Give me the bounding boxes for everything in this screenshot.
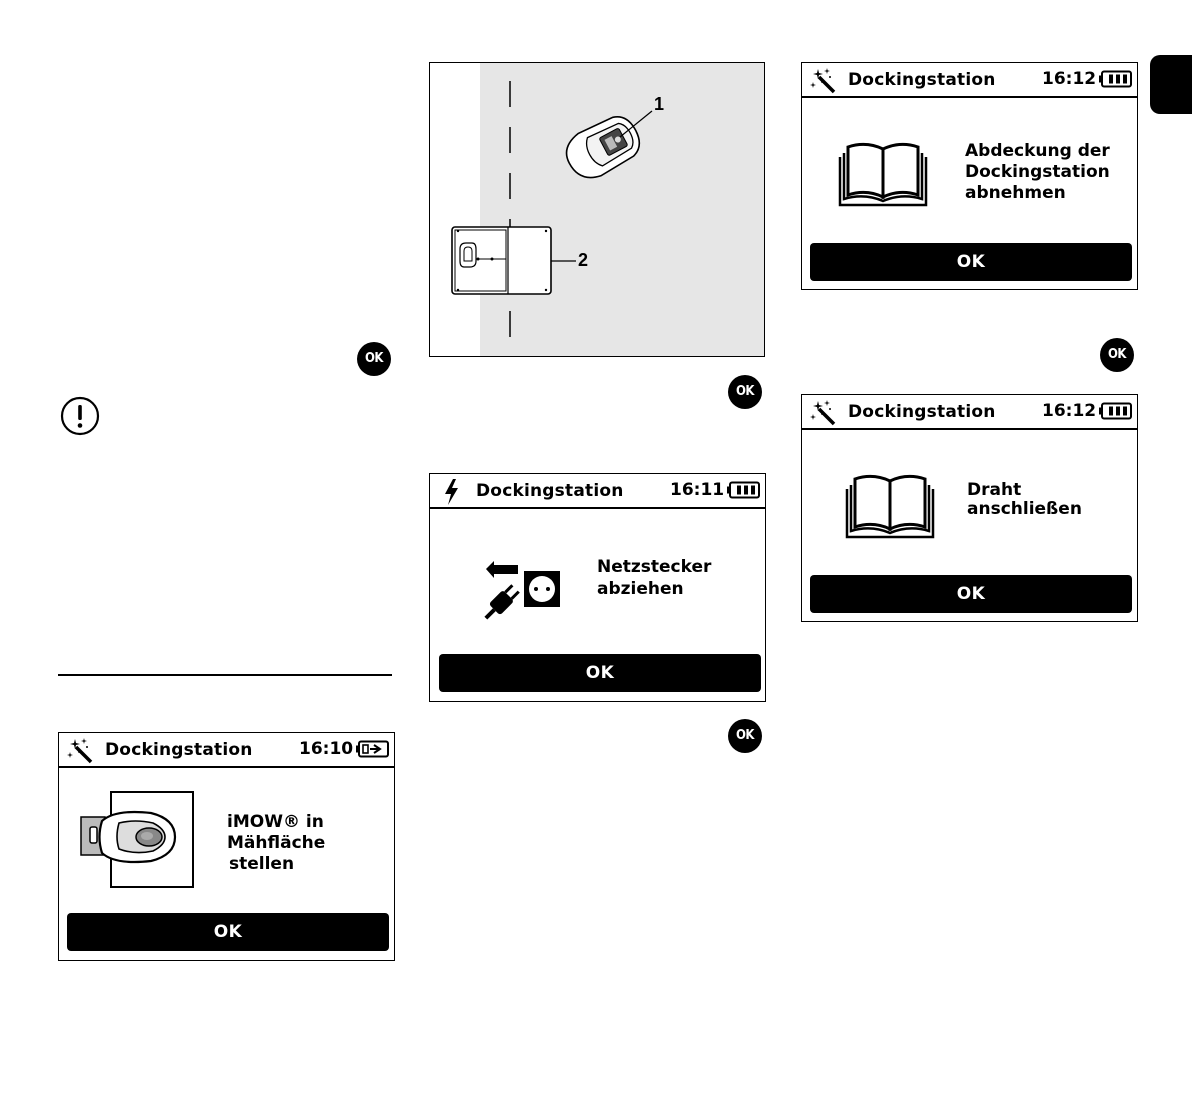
screen-message (227, 812, 325, 875)
battery-icon (1099, 402, 1133, 420)
message-line: Abdeckung der (965, 141, 1110, 161)
ok-button[interactable]: OK (67, 913, 389, 951)
battery-icon (1099, 70, 1133, 88)
clock: 16:12 (1042, 69, 1097, 89)
clock: 16:10 (299, 739, 354, 759)
screen-header (430, 474, 765, 509)
power-plug-icon (478, 556, 568, 626)
magic-wand-icon (67, 737, 95, 765)
message-line: anschließen (967, 499, 1082, 519)
clock: 16:12 (1042, 401, 1097, 421)
chapter-tab (1150, 55, 1192, 114)
screen-title: Dockingstation (848, 70, 996, 90)
screen-message (965, 141, 1110, 204)
screen-title: Dockingstation (105, 740, 253, 760)
lightning-icon (438, 478, 466, 506)
callout-1: 1 (654, 94, 665, 114)
lawn-scene (430, 63, 765, 357)
screen-header (802, 63, 1137, 98)
installation-illustration (429, 62, 765, 357)
ok-button[interactable]: OK (810, 243, 1132, 281)
ok-key-icon: OK (728, 375, 762, 409)
screen-header (59, 733, 394, 768)
message-line: Mähfläche (227, 833, 326, 853)
ok-key-icon: OK (1100, 338, 1134, 372)
message-line: abziehen (597, 579, 684, 599)
message-line: Netzstecker (597, 557, 712, 577)
message-line: iMOW® in (227, 812, 324, 832)
ok-key-icon: OK (357, 342, 391, 376)
screen-unplug (429, 473, 766, 702)
message-line: stellen (229, 854, 295, 874)
magic-wand-icon (810, 67, 838, 95)
message-line: Dockingstation (965, 162, 1110, 182)
section-divider (58, 674, 392, 676)
ok-key-icon: OK (728, 719, 762, 753)
screen-remove-cover (801, 62, 1138, 290)
ok-button[interactable]: OK (439, 654, 761, 692)
screen-place-imow (58, 732, 395, 961)
open-book-icon (843, 473, 937, 541)
battery-charging-icon (356, 740, 390, 758)
screen-message (967, 480, 1082, 520)
message-line: abnehmen (965, 183, 1066, 203)
battery-icon (727, 481, 761, 499)
robot-mower-icon (77, 789, 197, 891)
ok-button[interactable]: OK (810, 575, 1132, 613)
magic-wand-icon (810, 399, 838, 427)
exclamation-circle-icon (60, 396, 100, 436)
message-line: Draht (967, 480, 1022, 500)
callout-2: 2 (578, 250, 589, 270)
screen-header (802, 395, 1137, 430)
screen-connect-wire (801, 394, 1138, 622)
screen-title: Dockingstation (476, 481, 624, 501)
screen-message (597, 557, 711, 600)
screen-title: Dockingstation (848, 402, 996, 422)
clock: 16:11 (670, 480, 725, 500)
open-book-icon (836, 141, 930, 209)
